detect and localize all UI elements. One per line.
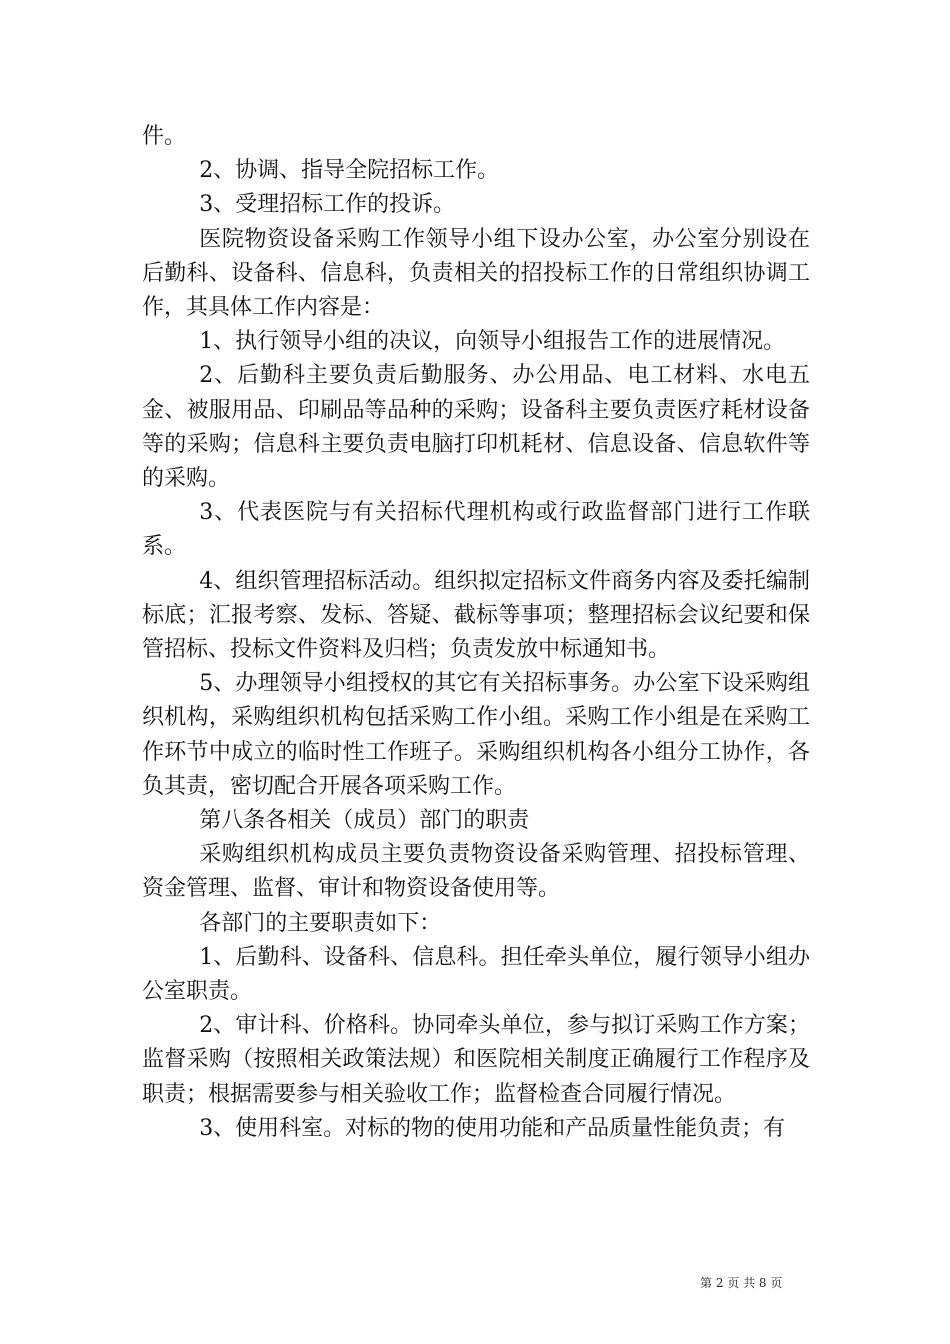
paragraph: 2、审计科、价格科。协同牵头单位，参与拟订采购工作方案；监督采购（按照相关政策法规）和医院相关制度正确履行工作程序及职责；根据需要参与相关验收工作；监督检查合同履行情况。 xyxy=(142,1013,810,1107)
page-number-footer: 第 2 页 共 8 页 xyxy=(700,1276,783,1290)
paragraph: 3、使用科室。对标的物的使用功能和产品质量性能负责；有 xyxy=(199,1115,786,1141)
paragraph: 医院物资设备采购工作领导小组下设办公室，办公室分别设在后勤科、设备科、信息科，负责相关的招投标工作的日常组织协调工作，其具体工作内容是： xyxy=(142,226,810,321)
paragraph: 5、办理领导小组授权的其它有关招标事务。办公室下设采购组织机构，采购组织机构包括采购工作小组。采购工作小组是在采购工作环节中成立的临时性工作班子。采购组织机构各小组分工协作，各负其责，密切配合开展各项采购工作。 xyxy=(142,671,810,799)
paragraph: 采购组织机构成员主要负责物资设备采购管理、招投标管理、资金管理、监督、审计和物资设备使用等。 xyxy=(142,842,810,902)
document-body xyxy=(142,120,810,1146)
paragraph: 3、受理招标工作的投诉。 xyxy=(199,192,456,218)
paragraph: 1、后勤科、设备科、信息科。担任牵头单位，履行领导小组办公室职责。 xyxy=(142,944,810,1005)
paragraph: 2、协调、指导全院招标工作。 xyxy=(199,158,500,184)
paragraph: 3、代表医院与有关招标代理机构或行政监督部门进行工作联系。 xyxy=(142,500,810,560)
section-heading: 第八条各相关（成员）部门的职责 xyxy=(199,808,530,834)
paragraph: 件。 xyxy=(142,124,187,149)
paragraph: 2、后勤科主要负责后勤服务、办公用品、电工材料、水电五金、被服用品、印刷品等品种的采购；设备科主要负责医疗耗材设备等的采购；信息科主要负责电脑打印机耗材、信息设备、信息软件等的采购。 xyxy=(142,363,810,492)
paragraph: 各部门的主要职责如下： xyxy=(199,910,442,936)
paragraph: 1、执行领导小组的决议，向领导小组报告工作的进展情况。 xyxy=(199,329,786,355)
paragraph: 4、组织管理招标活动。组织拟定招标文件商务内容及委托编制标底；汇报考察、发标、答疑、截标等事项；整理招标会议纪要和保管招标、投标文件资料及归档；负责发放中标通知书。 xyxy=(142,568,810,663)
